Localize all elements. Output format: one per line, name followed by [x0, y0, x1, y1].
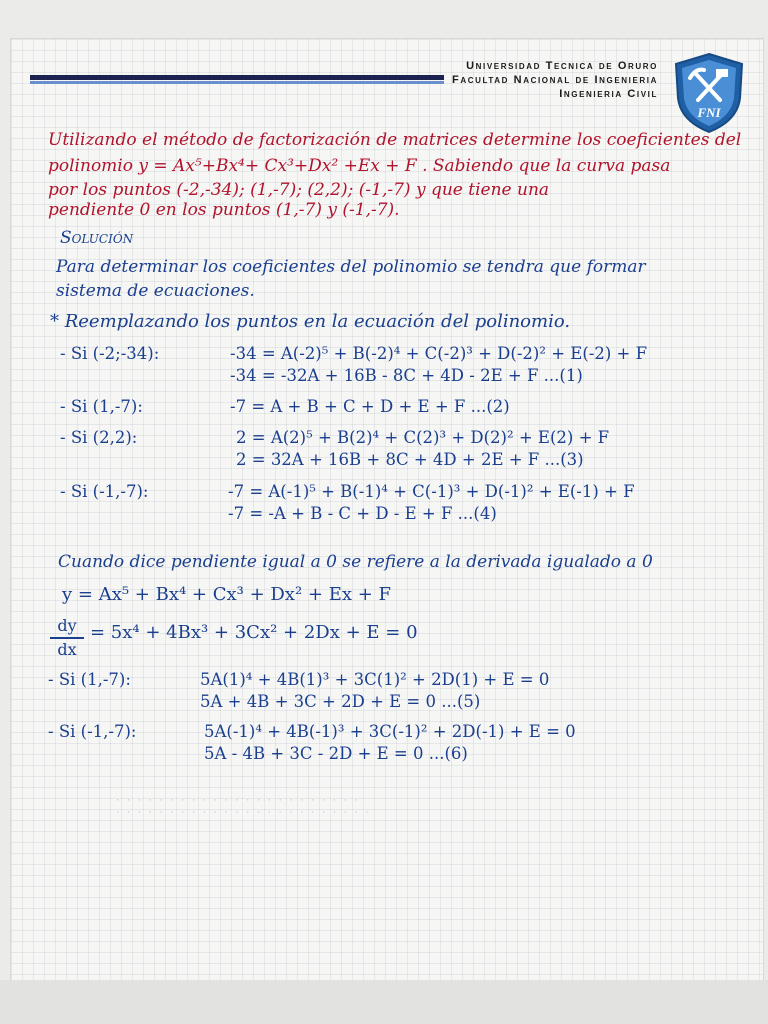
fraction-bar — [50, 637, 84, 639]
derivative-denominator: dx — [57, 640, 77, 659]
equation-4a: -7 = A(-1)⁵ + B(-1)⁴ + C(-1)³ + D(-1)² + E(-1) + F — [228, 482, 635, 501]
deriv-point-1-label: - Si (1,-7): — [48, 670, 131, 689]
university-name: Universidad Tecnica de Oruro — [466, 60, 658, 72]
equation-1: -34 = -32A + 16B - 8C + 4D - 2E + F ...(1) — [230, 366, 583, 385]
problem-line-1: Utilizando el método de factorización de matrices determine los coeficientes del — [48, 130, 742, 150]
problem-line-4: pendiente 0 en los puntos (1,-7) y (-1,-7). — [48, 200, 400, 220]
equation-1a: -34 = A(-2)⁵ + B(-2)⁴ + C(-2)³ + D(-2)² + E(-2) + F — [230, 344, 648, 363]
equation-3a: 2 = A(2)⁵ + B(2)⁴ + C(2)³ + D(2)² + E(2) + F — [236, 428, 610, 447]
point-2-label: - Si (1,-7): — [60, 397, 143, 416]
point-4-label: - Si (-1,-7): — [60, 482, 149, 501]
equation-3: 2 = 32A + 16B + 8C + 4D + 2E + F ...(3) — [236, 450, 584, 469]
slope-note: Cuando dice pendiente igual a 0 se refiere a la derivada igualado a 0 — [58, 552, 653, 572]
step-replace-points: * Reemplazando los puntos en la ecuación del polinomio. — [50, 311, 571, 332]
equation-6a: 5A(-1)⁴ + 4B(-1)³ + 3C(-1)² + 2D(-1) + E = 0 — [204, 722, 576, 741]
derivative-equation: = 5x⁴ + 4Bx³ + 3Cx² + 2Dx + E = 0 — [90, 622, 418, 643]
solution-intro-2: sistema de ecuaciones. — [56, 281, 255, 301]
point-3-label: - Si (2,2): — [60, 428, 138, 447]
header-accent-bar — [30, 81, 444, 84]
fni-shield-logo — [672, 52, 746, 134]
faculty-name: Facultad Nacional de Ingenieria — [452, 74, 658, 86]
scan-margin — [0, 980, 768, 1024]
equation-5: 5A + 4B + 3C + 2D + E = 0 ...(5) — [200, 692, 481, 711]
solution-title: Solución — [60, 228, 134, 248]
department-name: Ingenieria Civil — [559, 88, 658, 100]
problem-line-2: polinomio y = Ax⁵+Bx⁴+ Cx³+Dx² +Ex + F . Sabiendo que la curva pasa — [48, 156, 671, 176]
solution-intro-1: Para determinar los coeficientes del polinomio se tendra que formar — [56, 257, 646, 277]
deriv-point-2-label: - Si (-1,-7): — [48, 722, 137, 741]
derivative-fraction — [50, 616, 84, 660]
ghost-text-line: · · · · · · · · · · · · · · · · · · · · · · · · — [115, 808, 370, 818]
equation-2: -7 = A + B + C + D + E + F ...(2) — [230, 397, 510, 416]
header-bar — [30, 75, 444, 80]
point-1-label: - Si (-2;-34): — [60, 344, 160, 363]
logo-text: FNI — [697, 105, 721, 120]
derivative-numerator: dy — [57, 616, 77, 635]
equation-6: 5A - 4B + 3C - 2D + E = 0 ...(6) — [204, 744, 468, 763]
equation-5a: 5A(1)⁴ + 4B(1)³ + 3C(1)² + 2D(1) + E = 0 — [200, 670, 550, 689]
ghost-text-line: · · · · · · · · · · · · · · · · · · · · · · · — [115, 796, 359, 806]
problem-line-3: por los puntos (-2,-34); (1,-7); (2,2); (-1,-7) y que tiene una — [48, 180, 550, 200]
polynomial: y = Ax⁵ + Bx⁴ + Cx³ + Dx² + Ex + F — [62, 584, 392, 605]
equation-4: -7 = -A + B - C + D - E + F ...(4) — [228, 504, 497, 523]
